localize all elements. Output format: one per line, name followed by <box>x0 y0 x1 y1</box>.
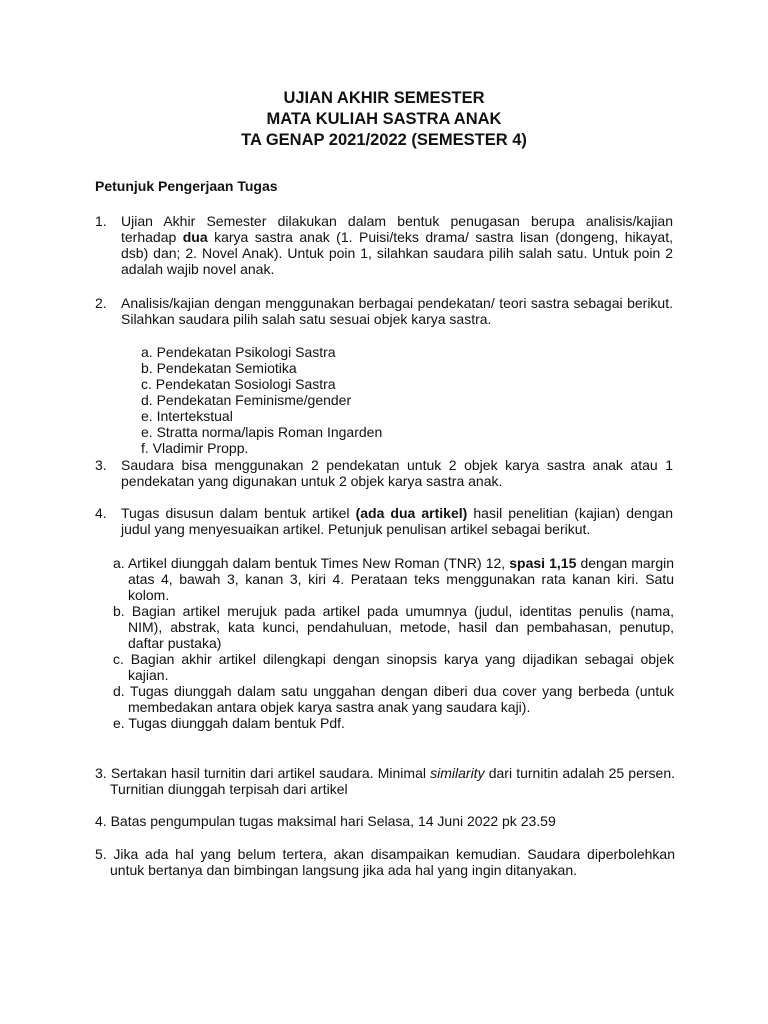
article-rules-list <box>113 555 674 731</box>
list-item: a. Pendekatan Psikologi Sastra <box>141 344 336 360</box>
instruction-questions <box>95 846 675 878</box>
item-text: Ujian Akhir Semester dilakukan dalam bentuk penugasan berupa analisis/kajian terhadap dua karya sastra anak (1. Puisi/teks drama/ sastra lisan (dongeng, hikayat, dsb) dan; 2. Novel Anak). Untuk poin 1, silahkan saudara pilih salah satu. Untuk poin 2 adalah wajib novel anak. <box>121 213 673 277</box>
section-heading: Petunjuk Pengerjaan Tugas <box>95 178 278 194</box>
item-number: 4. <box>95 505 107 521</box>
instruction-1 <box>95 213 673 277</box>
instruction-3 <box>95 457 673 489</box>
item-text: 4. Batas pengumpulan tugas maksimal hari Selasa, 14 Juni 2022 pk 23.59 <box>95 813 556 829</box>
instruction-2 <box>95 295 673 327</box>
list-item: b. Pendekatan Semiotika <box>141 360 297 376</box>
list-item: a. Artikel diunggah dalam bentuk Times New Roman (TNR) 12, spasi 1,15 dengan margin atas 4, bawah 3, kanan 3, kiri 4. Perataan teks menggunakan rata kanan kiri. Satu kolom. <box>113 555 675 603</box>
exam-title: UJIAN AKHIR SEMESTER <box>283 89 485 107</box>
instruction-turnitin <box>95 765 675 797</box>
list-item: e. Intertekstual <box>141 408 233 424</box>
item-text: Analisis/kajian dengan menggunakan berbagai pendekatan/ teori sastra sebagai berikut. Silahkan saudara pilih salah satu sesuai objek karya sastra. <box>121 295 673 327</box>
item-text: Saudara bisa menggunakan 2 pendekatan untuk 2 objek karya sastra anak atau 1 pendekatan yang digunakan untuk 2 objek karya sastra anak. <box>121 457 673 489</box>
instruction-4 <box>95 505 673 537</box>
list-item: d. Pendekatan Feminisme/gender <box>141 392 352 408</box>
item-text: 5. Jika ada hal yang belum tertera, akan disampaikan kemudian. Saudara diperbolehkan untuk bertanya dan bimbingan langsung jika ada hal yang ingin ditanyakan. <box>95 846 675 878</box>
item-text: Tugas disusun dalam bentuk artikel (ada dua artikel) hasil penelitian (kajian) dengan judul yang menyesuaikan artikel. Petunjuk penulisan artikel sebagai berikut. <box>121 505 673 537</box>
list-item: c. Pendekatan Sosiologi Sastra <box>141 376 336 392</box>
instruction-deadline <box>95 813 675 829</box>
item-number: 2. <box>95 295 107 311</box>
item-number: 1. <box>95 213 107 229</box>
list-item: d. Tugas diunggah dalam satu unggahan dengan diberi dua cover yang berbeda (untuk membedakan antara objek karya sastra anak yang saudara kaji). <box>113 683 674 715</box>
term-title: TA GENAP 2021/2022 (SEMESTER 4) <box>241 131 527 149</box>
list-item: e. Stratta norma/lapis Roman Ingarden <box>141 424 383 440</box>
list-item: f. Vladimir Propp. <box>141 440 249 456</box>
item-text: 3. Sertakan hasil turnitin dari artikel saudara. Minimal similarity dari turnitin adalah 25 persen. Turnitian diunggah terpisah dari artikel <box>95 765 675 797</box>
item-number: 3. <box>95 457 107 473</box>
list-item: c. Bagian akhir artikel dilengkapi dengan sinopsis karya yang dijadikan sebagai objek kajian. <box>113 651 674 683</box>
course-title: MATA KULIAH SASTRA ANAK <box>266 110 502 128</box>
list-item: b. Bagian artikel merujuk pada artikel pada umumnya (judul, identitas penulis (nama, NIM), abstrak, kata kunci, pendahuluan, metode, hasil dan pembahasan, penutup, daftar pustaka) <box>113 603 674 651</box>
list-item: e. Tugas diunggah dalam bentuk Pdf. <box>113 715 345 731</box>
approach-list <box>141 344 382 456</box>
